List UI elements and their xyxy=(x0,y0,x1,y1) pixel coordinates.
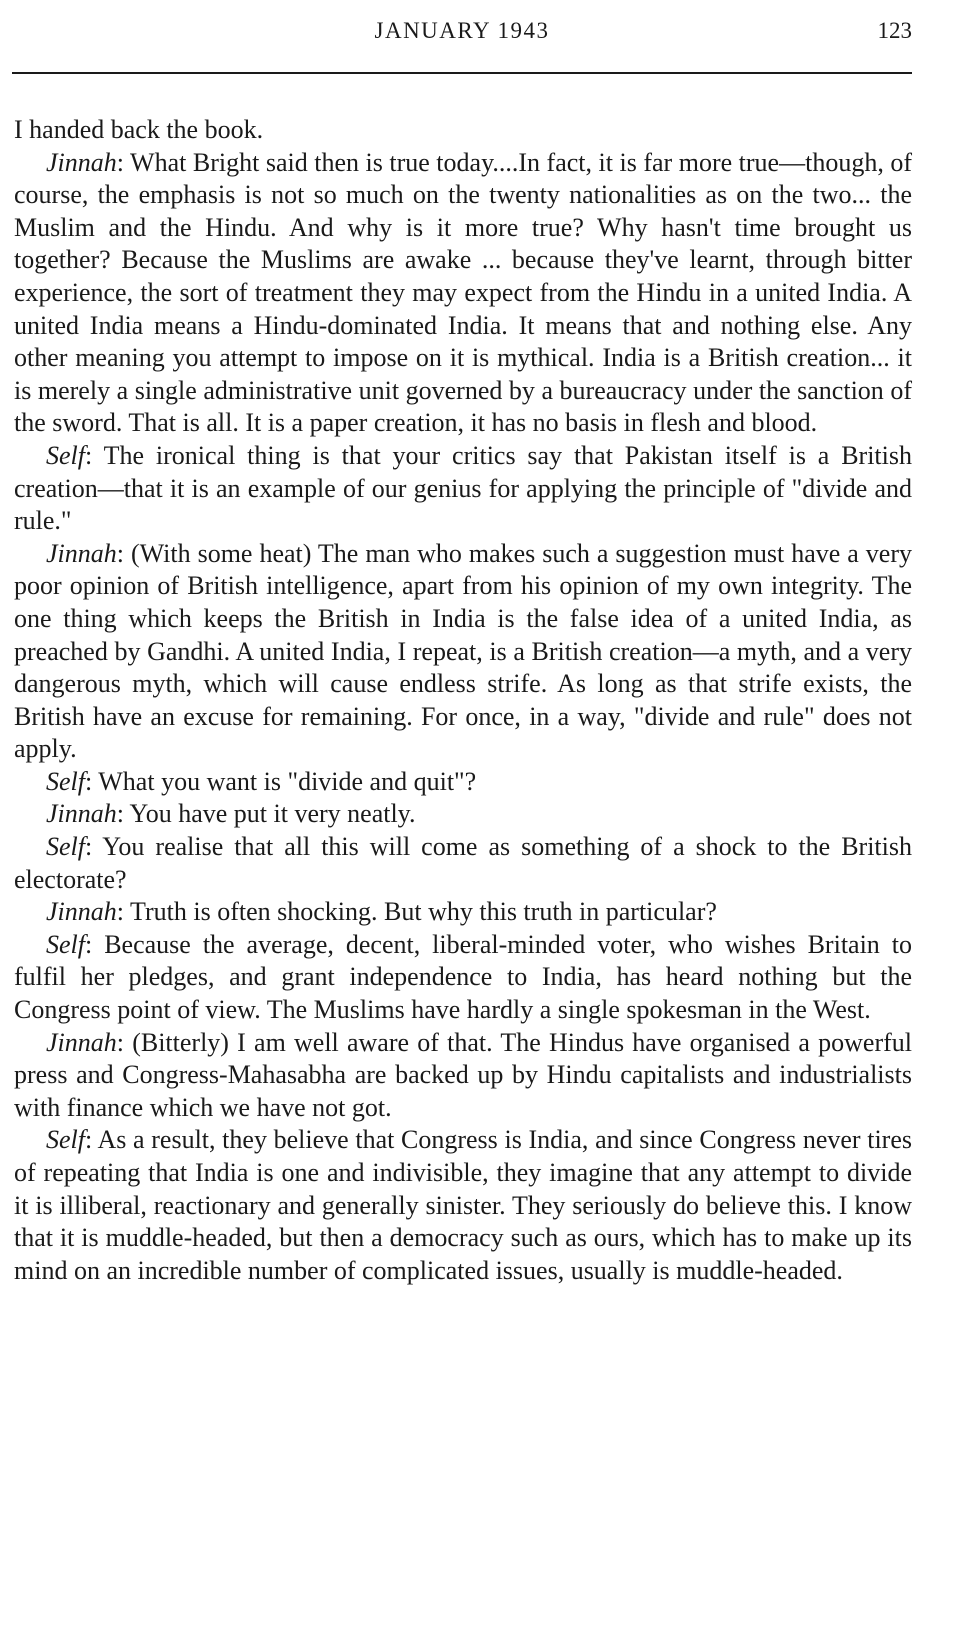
speaker-separator: : xyxy=(116,1027,133,1057)
paragraph-text: Truth is often shocking. But why this truth in particular? xyxy=(130,897,717,927)
speaker-separator: : xyxy=(85,929,105,959)
speaker-name: Jinnah xyxy=(46,538,117,568)
speaker-name: Jinnah xyxy=(46,799,117,829)
dialogue-paragraph xyxy=(14,831,912,896)
speaker-separator: : xyxy=(116,897,131,927)
speaker-name: Self xyxy=(46,929,85,959)
paragraph-text: What you want is "divide and quit"? xyxy=(98,766,477,796)
speaker-name: Self xyxy=(46,1125,85,1155)
header-rule xyxy=(12,72,912,74)
dialogue-paragraph xyxy=(14,929,912,1027)
dialogue-paragraph xyxy=(14,538,912,766)
paragraph-text: You realise that all this will come as something of a shock to the British electorate? xyxy=(14,832,912,894)
dialogue-paragraph xyxy=(14,766,912,799)
speaker-separator: : xyxy=(85,1125,98,1155)
speaker-name: Jinnah xyxy=(46,897,117,927)
paragraph-text: I handed back the book. xyxy=(14,115,264,144)
speaker-separator: : xyxy=(85,440,104,470)
paragraph-text: The ironical thing is that your critics say that Pakistan itself is a British creation—that it is an example of our genius for applying the principle of "divide and rule." xyxy=(14,440,912,536)
speaker-name: Self xyxy=(46,832,85,862)
dialogue-paragraph xyxy=(14,147,912,440)
speaker-separator: : xyxy=(116,799,130,829)
speaker-separator: : xyxy=(85,832,103,862)
speaker-separator: : xyxy=(116,538,131,568)
paragraph xyxy=(14,114,912,147)
dialogue-paragraph xyxy=(14,440,912,538)
speaker-separator: : xyxy=(116,147,131,177)
dialogue-paragraph xyxy=(14,1124,912,1287)
page-number: 123 xyxy=(877,18,912,43)
paragraph-text: (Bitterly) I am well aware of that. The Hindus have organised a powerful press and Congress-Mahasabha are backed up by Hindu capitalists and industrialists with finance which we have not got. xyxy=(14,1027,912,1122)
speaker-name: Jinnah xyxy=(46,147,117,177)
running-head xyxy=(12,18,912,58)
dialogue-paragraph xyxy=(14,896,912,929)
dialogue-paragraph xyxy=(14,1027,912,1125)
running-head-title: JANUARY 1943 xyxy=(374,18,550,43)
speaker-name: Self xyxy=(46,766,85,796)
paragraph-text: You have put it very neatly. xyxy=(129,799,416,829)
body-text xyxy=(14,114,912,1287)
paragraph-text: As a result, they believe that Congress is India, and since Congress never tires of repeating that India is one and indivisible, they imagine that any attempt to divide it is illiberal, reactionary and generally sinister. They seriously do believe this. I know that it is muddle-headed, but then a democracy such as ours, which has to make up its mind on an incredible number of complicated issues, usually is muddle-headed. xyxy=(14,1125,912,1285)
paragraph-text: (With some heat) The man who makes such a suggestion must have a very poor opinion of British intelligence, apart from his opinion of my own integrity. The one thing which keeps the British in India is the false idea of a united India, as preached by Gandhi. A united India, I repeat, is a British creation—a myth, and a very dangerous myth, which will cause endless strife. As long as that strife exists, the British have an excuse for remaining. For once, in a way, "divide and rule" does not apply. xyxy=(14,538,912,764)
speaker-separator: : xyxy=(85,766,99,796)
paragraph-text: Because the average, decent, liberal-minded voter, who wishes Britain to fulfil her pledges, and grant independence to India, has heard nothing but the Congress point of view. The Muslims have hardly a single spokesman in the West. xyxy=(14,929,913,1025)
dialogue-paragraph xyxy=(14,798,912,831)
speaker-name: Jinnah xyxy=(46,1027,117,1057)
speaker-name: Self xyxy=(46,440,85,470)
paragraph-text: What Bright said then is true today....In fact, it is far more true—though, of course, the emphasis is not so much on the twenty nationalities as on the two... the Muslim and the Hindu. And why is it more true? Why hasn't time brought us together? Because the Muslims are awake ... because they've learnt, through bitter experience, the sort of treatment they may expect from the Hindu in a united India. A united India means a Hindu-dominated India. It means that and nothing else. Any other meaning you attempt to impose on it is mythical. India is a British creation... it is merely a single administrative unit governed by a bureaucracy under the sanction of the sword. That is all. It is a paper creation, it has no basis in flesh and blood. xyxy=(14,147,912,438)
